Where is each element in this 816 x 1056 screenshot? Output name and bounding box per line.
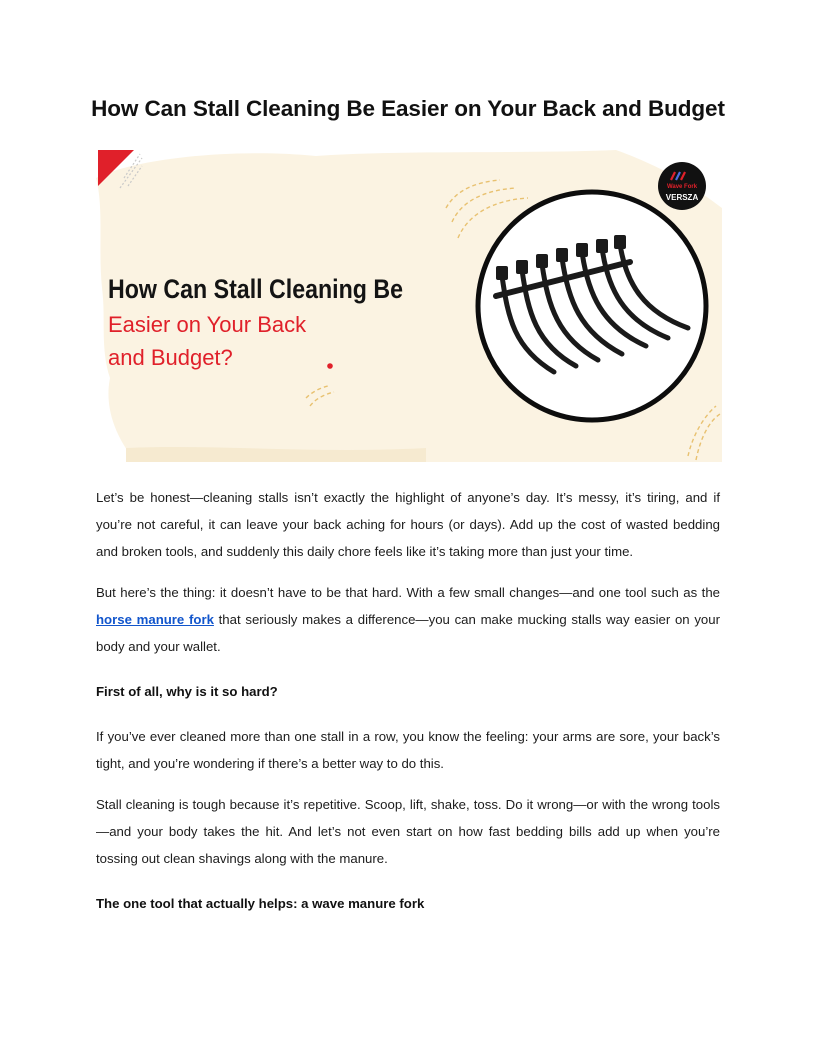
banner-graphic <box>96 148 722 462</box>
horse-manure-fork-link[interactable]: horse manure fork <box>96 612 214 627</box>
banner-headline-line2: Easier on Your Back <box>108 312 307 337</box>
page-title: How Can Stall Cleaning Be Easier on Your Back and Budget <box>91 96 725 121</box>
paragraph-tool-text-b: that seriously makes a difference—you can make mucking stalls way easier on your body and your wallet. <box>96 612 720 654</box>
banner-image <box>96 148 722 462</box>
banner-headline-line1: How Can Stall Cleaning Be <box>108 274 403 304</box>
section-heading-why-hard: First of all, why is it so hard? <box>96 684 278 699</box>
paragraph-tool-text-a: But here’s the thing: it doesn’t have to be that hard. With a few small changes—and one tool such as the <box>96 585 720 600</box>
paragraph-sore: If you’ve ever cleaned more than one stall in a row, you know the feeling: your arms are sore, your back’s tight, and you’re wondering if there’s a better way to do this. <box>96 729 720 771</box>
section-heading-wave-fork: The one tool that actually helps: a wave manure fork <box>96 896 425 911</box>
paragraph-intro: Let’s be honest—cleaning stalls isn’t exactly the highlight of anyone’s day. It’s messy, it’s tiring, and if you’re not careful, it can leave your back aching for hours (or days). Add up the cost of wasted bedding and broken tools, and suddenly this daily chore feels like it’s taking more than just your time. <box>96 490 720 559</box>
paragraph-repetitive: Stall cleaning is tough because it’s repetitive. Scoop, lift, shake, toss. Do it wrong—or with the wrong tools—and your body takes the hit. And let’s not even start on how fast bedding bills add up when you’re tossing out clean shavings along with the manure. <box>96 797 720 866</box>
product-circle <box>478 192 706 420</box>
paragraph-tool <box>96 579 720 660</box>
red-dot <box>327 363 333 369</box>
banner-headline-line3: and Budget? <box>108 345 233 370</box>
logo-text-bottom: VERSZA <box>665 193 699 202</box>
logo-text-top: Wave Fork <box>666 184 698 190</box>
article-body <box>96 484 720 917</box>
